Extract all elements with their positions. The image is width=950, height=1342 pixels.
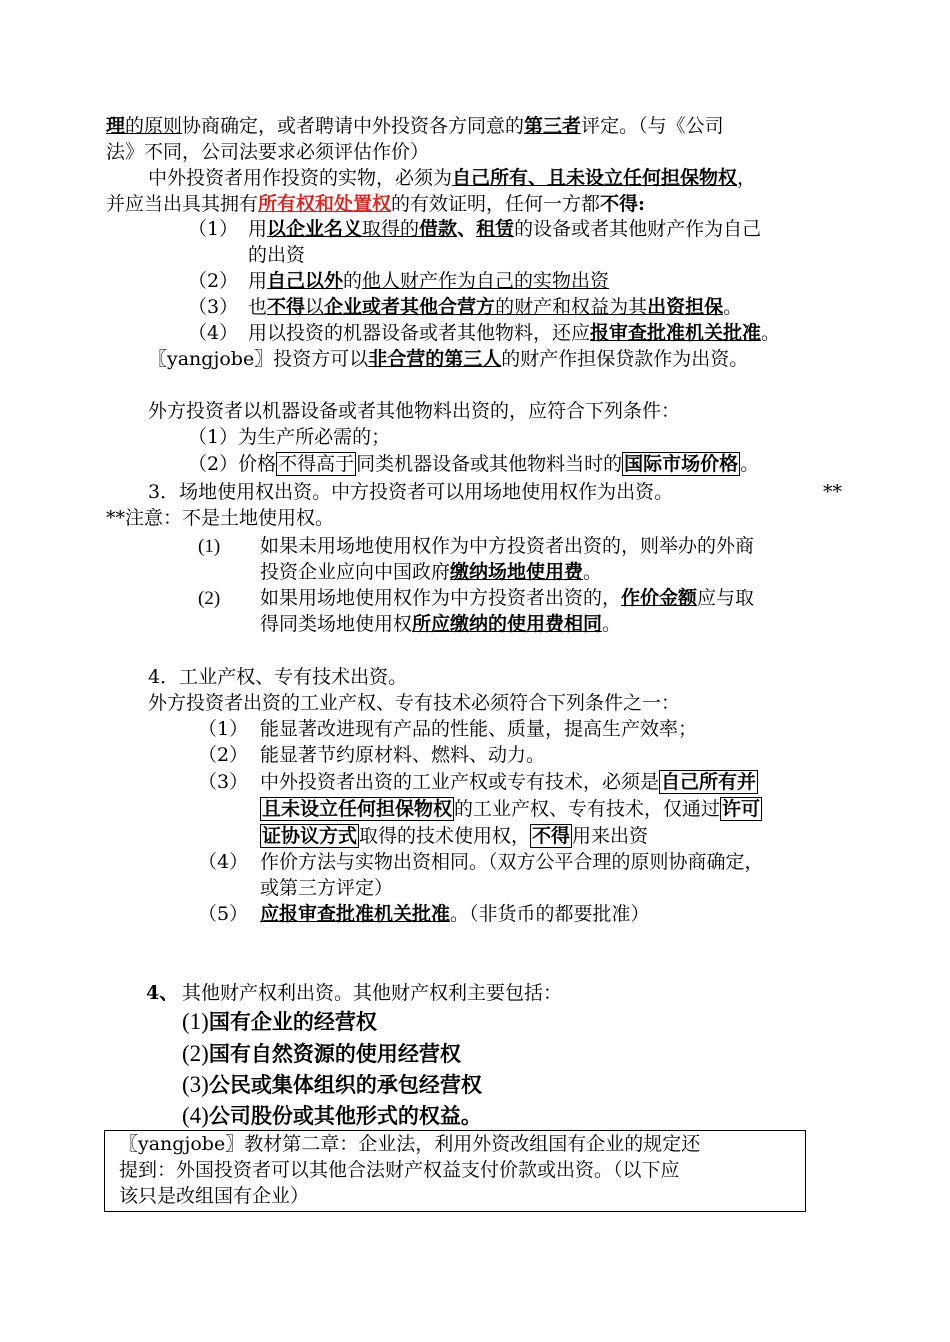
rights-item: (3)公民或集体组织的承包经营权	[182, 1072, 482, 1097]
list-item: （1） 能显著改进现有产品的性能、质量，提高生产效率；	[198, 718, 698, 740]
note-line: 该只是改组国有企业）	[119, 1185, 310, 1207]
list-item: （1） 用以企业名义取得的借款、租赁的设备或者其他财产作为自己	[188, 218, 762, 240]
boxed-text: 证协议方式	[262, 825, 358, 847]
list-item-cont: 且未设立任何担保物权 的工业产权、专有技术，仅通过 许可	[262, 798, 761, 820]
para-line: 外方投资者以机器设备或者其他物料出资的，应符合下列条件：	[148, 400, 681, 422]
para-line: **注意：不是土地使用权。	[106, 507, 335, 529]
section-heading: 3．场地使用权出资。中方投资者可以用场地使用权作为出资。	[148, 481, 674, 503]
list-item-cont: 证协议方式 取得的技术使用权， 不得 用来出资	[262, 825, 649, 847]
list-item: （3） 也不得以企业或者其他合营方的财产和权益为其出资担保。	[188, 296, 743, 318]
list-item: （2）价格 不得高于 同类机器设备或其他物料当时的 国际市场价格 。	[188, 453, 760, 475]
note-line: 提到：外国投资者可以其他合法财产权益支付价款或出资。（以下应	[119, 1159, 680, 1181]
boxed-text: 自己所有并	[661, 771, 757, 793]
list-item-cont: 或第三方评定）	[260, 877, 394, 899]
note-line: 〖yangjobe〗教材第二章：企业法，利用外资改组国有企业的规定还	[119, 1133, 701, 1155]
para-line: 外方投资者出资的工业产权、专有技术必须符合下列条件之一：	[148, 692, 681, 714]
boxed-text: 许可	[722, 798, 761, 820]
stars: **	[823, 481, 842, 503]
yangjobe-note: 〖yangjobe〗投资方可以非合营的第三人的财产作担保贷款作为出资。	[148, 348, 749, 370]
list-item: （1）为生产所必需的；	[188, 426, 391, 448]
list-item: （4） 作价方法与实物出资相同。（双方公平合理的原则协商确定，	[198, 851, 764, 873]
boxed-text: 国际市场价格	[624, 453, 739, 475]
list-item-cont: 投资企业应向中国政府缴纳场地使用费。	[260, 561, 603, 583]
para-line: 并应当出具其拥有所有权和处置权的有效证明，任何一方都不得:	[106, 193, 646, 215]
note-box	[104, 1130, 806, 1212]
list-item: (1) 如果未用场地使用权作为中方投资者出资的，则举办的外商	[198, 535, 755, 557]
section-heading: 4．工业产权、专有技术出资。	[148, 666, 408, 688]
list-item: (2) 如果用场地使用权作为中方投资者出资的，作价金额应与取	[198, 587, 755, 609]
list-item: （2） 能显著节约原材料、燃料、动力。	[198, 744, 546, 766]
rights-item: (2)国有自然资源的使用经营权	[182, 1041, 461, 1066]
boxed-text: 不得高于	[278, 453, 355, 475]
boxed-text: 且未设立任何担保物权	[262, 798, 453, 820]
list-item-cont: 的出资	[248, 244, 306, 266]
boxed-text: 不得	[532, 825, 571, 847]
list-item-cont: 得同类场地使用权所应缴纳的使用费相同。	[260, 613, 622, 635]
list-item: （4） 用以投资的机器设备或者其他物料，还应报审查批准机关批准。	[188, 322, 781, 344]
section-heading: 4、 其他财产权利出资。其他财产权利主要包括：	[146, 982, 563, 1004]
list-item: （3） 中外投资者出资的工业产权或专有技术，必须是 自己所有并	[198, 771, 757, 793]
rights-item: (1)国有企业的经营权	[182, 1009, 377, 1034]
para-line: 法》不同，公司法要求必须评估作价）	[106, 141, 430, 163]
rights-item: (4)公司股份或其他形式的权益。	[182, 1103, 482, 1128]
list-item: （2） 用自己以外的他人财产作为自己的实物出资	[188, 270, 610, 292]
para-line: 中外投资者用作投资的实物，必须为自己所有、且未设立任何担保物权，	[148, 167, 757, 189]
para-line: 理的原则协商确定，或者聘请中外投资各方同意的第三者评定。（与《公司	[106, 115, 724, 137]
list-item: （5） 应报审查批准机关批准。（非货币的都要批准）	[198, 903, 650, 925]
